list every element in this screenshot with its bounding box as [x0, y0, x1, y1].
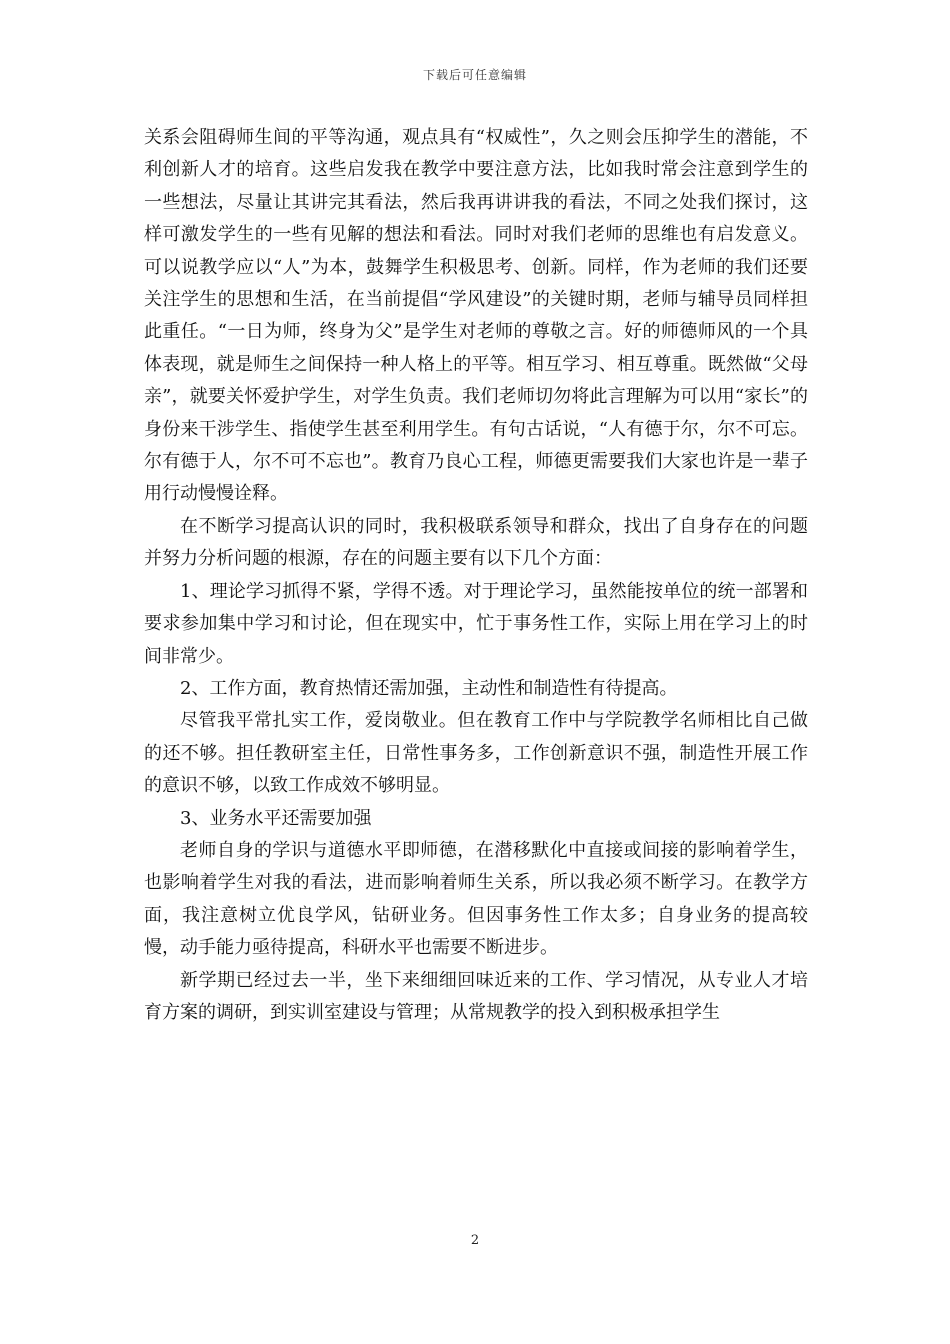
- paragraph: 在不断学习提高认识的同时，我积极联系领导和群众，找出了自身存在的问题并努力分析问题的根源，存在的问题主要有以下几个方面：: [144, 515, 808, 570]
- document-body: [144, 122, 808, 1029]
- page-number: 2: [470, 1233, 480, 1248]
- paragraph: 2、工作方面，教育热情还需加强，主动性和制造性有待提高。: [180, 677, 678, 699]
- paragraph: 尽管我平常扎实工作，爱岗敬业。但在教育工作中与学院教学名师相比自己做的还不够。担任教研室主任，日常性事务多，工作创新意识不强，制造性开展工作的意识不够，以致工作成效不够明显。: [144, 710, 808, 797]
- paragraph: 关系会阻碍师生间的平等沟通，观点具有“权威性”，久之则会压抑学生的潜能，不利创新人才的培育。这些启发我在教学中要注意方法，比如我时常会注意到学生的一些想法，尽量让其讲完其看法，然后我再讲讲我的看法，不同之处我们探讨，这样可激发学生的一些有见解的想法和看法。同时对我们老师的思维也有启发意义。可以说教学应以“人”为本，鼓舞学生积极思考、创新。同样，作为老师的我们还要关注学生的思想和生活，在当前提倡“学风建设”的关键时期，老师与辅导员同样担此重任。“一日为师，终身为父”是学生对老师的尊敬之言。好的师德师风的一个具体表现，就是师生之间保持一种人格上的平等。相互学习、相互尊重。既然做“父母亲”，就要关怀爱护学生，对学生负责。我们老师切勿将此言理解为可以用“家长”的身份来干涉学生、指使学生甚至利用学生。有句古话说，“人有德于尔，尔不可忘。尔有德于人，尔不可不忘也”。教育乃良心工程，师德更需要我们大家也许是一辈子用行动慢慢诠释。: [144, 127, 808, 505]
- paragraph: 新学期已经过去一半，坐下来细细回味近来的工作、学习情况，从专业人才培育方案的调研，到实训室建设与管理；从常规教学的投入到积极承担学生: [144, 969, 808, 1023]
- paragraph: 3、业务水平还需要加强: [180, 807, 372, 829]
- paragraph: 老师自身的学识与道德水平即师德，在潜移默化中直接或间接的影响着学生，也影响着学生对我的看法，进而影响着师生关系，所以我必须不断学习。在教学方面，我注意树立优良学风，钻研业务。但因事务性工作太多；自身业务的提高较慢，动手能力亟待提高，科研水平也需要不断进步。: [144, 839, 808, 959]
- page-header: 下载后可任意编辑: [422, 68, 527, 82]
- paragraph: 1、理论学习抓得不紧，学得不透。对于理论学习，虽然能按单位的统一部署和要求参加集中学习和讨论，但在现实中，忙于事务性工作，实际上用在学习上的时间非常少。: [144, 580, 808, 667]
